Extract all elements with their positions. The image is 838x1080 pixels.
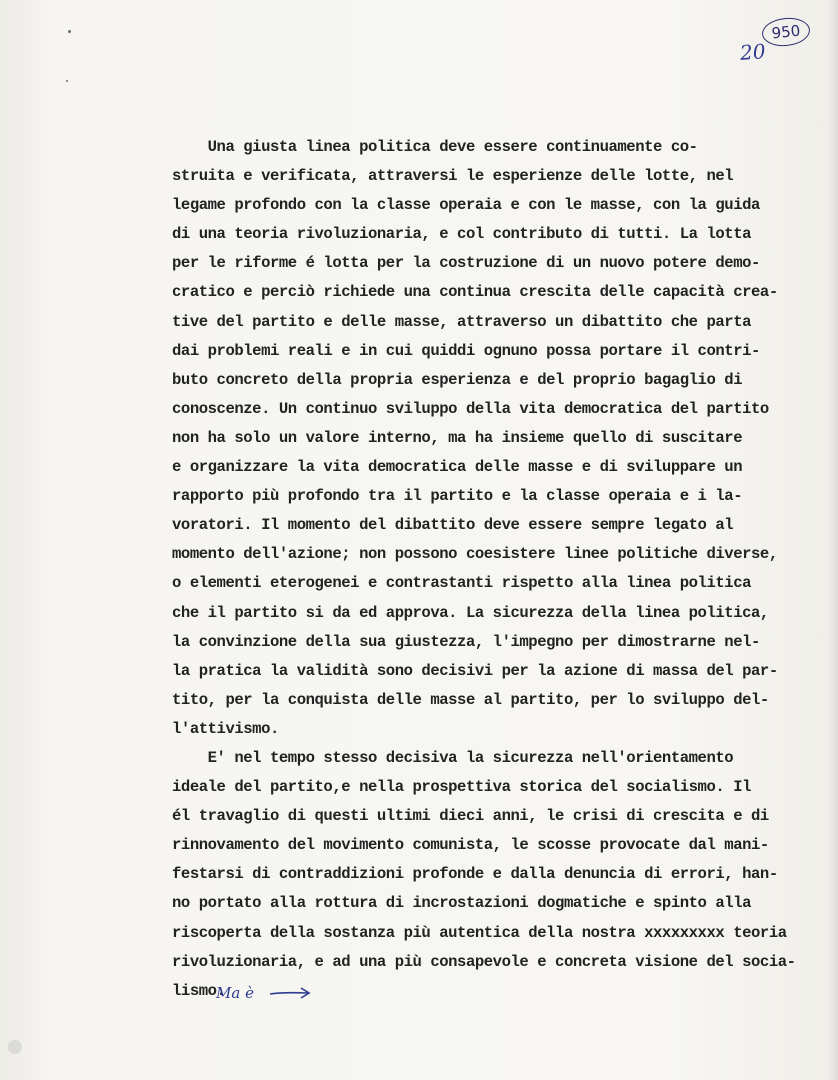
text-line: tive del partito e delle masse, attraverso un dibattito che parta xyxy=(172,312,752,331)
text-line: la pratica la validità sono decisivi per la azione di massa del par- xyxy=(172,661,778,680)
text-line: rapporto più profondo tra il partito e la classe operaia e i la- xyxy=(172,487,743,506)
text-line: Una giusta linea politica deve essere continuamente co- xyxy=(172,138,698,156)
text-line: rinnovamento del movimento comunista, le scosse provocate dal mani- xyxy=(172,836,769,855)
handwritten-page-number: 20 xyxy=(739,39,767,65)
text-line: riscoperta della sostanza più autentica della nostra xxxxxxxxx teoria xyxy=(172,923,787,942)
text-line: no portato alla rottura di incrostazioni dogmatiche e spinto alla xyxy=(172,894,752,913)
text-line: momento dell'azione; non possono coesistere linee politiche diverse, xyxy=(172,545,778,564)
paper-speck xyxy=(68,30,71,33)
text-line: él travaglio di questi ultimi dieci anni, le crisi di crescita e di xyxy=(172,807,769,826)
faint-bleedthrough xyxy=(330,95,510,105)
text-line: non ha solo un valore interno, ma ha insieme quello di suscitare xyxy=(172,428,743,447)
text-line: di una teoria rivoluzionaria, e col contributo di tutti. La lotta xyxy=(172,225,752,244)
typed-text-body xyxy=(172,133,832,1006)
text-line: rivoluzionaria, e ad una più consapevole e concreta visione del socia- xyxy=(172,952,796,971)
text-line: tito, per la conquista delle masse al partito, per lo sviluppo del- xyxy=(172,690,769,709)
text-line: o elementi eterogenei e contrastanti rispetto alla linea politica xyxy=(172,574,752,593)
text-line: lismo. xyxy=(172,981,226,1000)
paragraph-2 xyxy=(172,744,832,1006)
text-line: cratico e perciò richiede una continua crescita delle capacità crea- xyxy=(172,283,778,302)
text-line: conoscenze. Un continuo sviluppo della vita democratica del partito xyxy=(172,399,769,418)
text-line: festarsi di contraddizioni profonde e dalla denuncia di errori, han- xyxy=(172,865,778,884)
text-line: buto concreto della propria esperienza e del proprio bagaglio di xyxy=(172,370,743,389)
handwritten-note: Ma è xyxy=(216,984,254,1002)
text-line: e organizzare la vita democratica delle masse e di sviluppare un xyxy=(172,458,743,477)
text-line: per le riforme é lotta per la costruzione di un nuovo potere demo- xyxy=(172,254,760,273)
paper-speck xyxy=(8,1040,22,1054)
paper-speck xyxy=(66,80,68,82)
text-line: voratori. Il momento del dibattito deve essere sempre legato al xyxy=(172,516,734,535)
handwritten-arrow-icon xyxy=(268,986,312,1000)
paragraph-1 xyxy=(172,133,832,744)
archive-number: 950 xyxy=(770,21,802,43)
text-line: la convinzione della sua giustezza, l'impegno per dimostrarne nel- xyxy=(172,632,760,651)
archive-number-stamp xyxy=(761,16,812,49)
text-line: che il partito si da ed approva. La sicurezza della linea politica, xyxy=(172,603,769,622)
text-line: struita e verificata, attraversi le esperienze delle lotte, nel xyxy=(172,167,734,186)
text-line: dai problemi reali e in cui quiddi ognuno possa portare il contri- xyxy=(172,341,760,360)
text-line: legame profondo con la classe operaia e con le masse, con la guida xyxy=(172,196,760,215)
text-line: l'attivismo. xyxy=(172,719,279,738)
text-line: E' nel tempo stesso decisiva la sicurezza nell'orientamento xyxy=(172,748,734,767)
text-line: ideale del partito,e nella prospettiva storica del socialismo. Il xyxy=(172,778,752,797)
